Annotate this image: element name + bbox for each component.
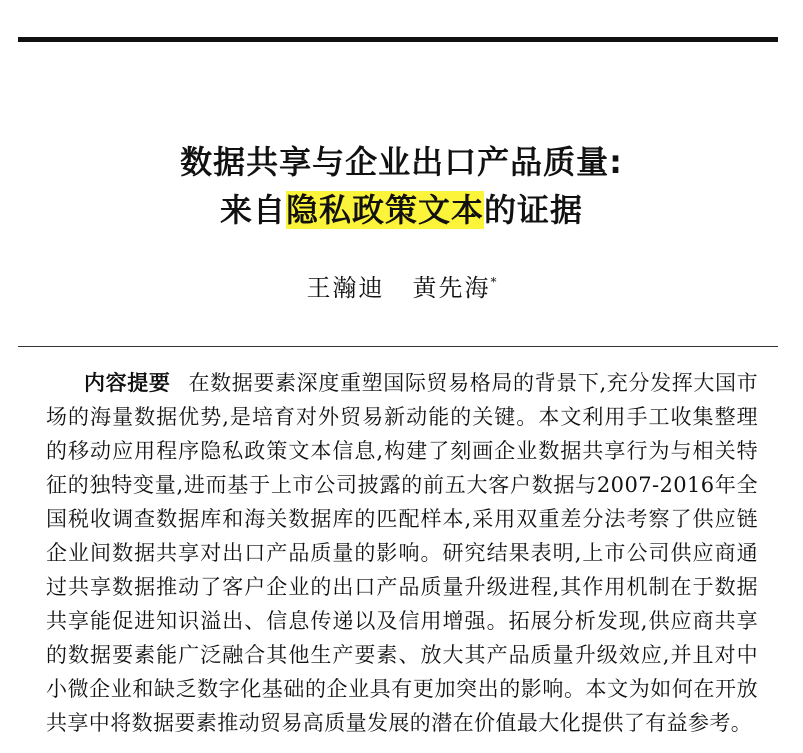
author-name: 黄先海 [412, 274, 491, 302]
author-list [0, 272, 803, 304]
section-divider [18, 346, 778, 347]
abstract-label: 内容提要 [84, 371, 171, 395]
title-suffix: 的证据 [484, 191, 584, 229]
title-prefix: 来自 [219, 191, 286, 229]
abstract-text: 在数据要素深度重塑国际贸易格局的背景下,充分发挥大国市场的海量数据优势,是培育对外贸易新动能的关键。本文利用手工收集整理的移动应用程序隐私政策文本信息,构建了刻画企业数据共享行为与相关特征的独特变量,进而基于上市公司披露的前五大客户数据与2007-2016年全国税收调查数据库和海关数据库的匹配样本,采用双重差分法考察了供应链企业间数据共享对出口产品质量的影响。研究结果表明,上市公司供应商通过共享数据推动了客户企业的出口产品质量升级进程,其作用机制在于数据共享能促进知识溢出、信息传递以及信用增强。拓展分析发现,供应商共享的数据要素能广泛融合其他生产要素、放大其产品质量升级效应,并且对中小微企业和缺乏数字化基础的企业具有更加突出的影响。本文为如何在开放共享中将数据要素推动贸易高质量发展的潜在价值最大化提供了有益参考。 [46, 371, 758, 735]
top-rule [18, 37, 778, 42]
highlighted-title-phrase: 隐私政策文本 [285, 191, 484, 229]
abstract-paragraph [46, 366, 758, 740]
paper-title-line-2 [0, 190, 803, 230]
corresponding-author-mark: * [490, 275, 497, 289]
paper-title-line-1: 数据共享与企业出口产品质量: [180, 143, 623, 181]
author-name: 王瀚迪 [306, 274, 385, 302]
